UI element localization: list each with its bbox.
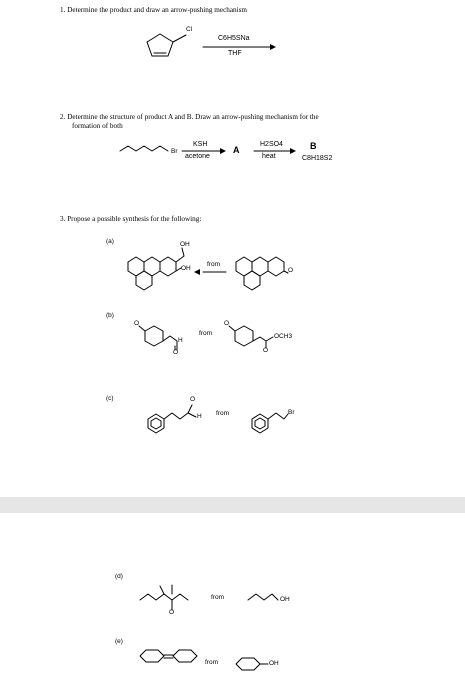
q3-text [60,215,201,224]
q1-number: 1. [60,6,66,14]
part-c-label: (c) [106,395,114,402]
q2-reagent2-below: heat [262,153,276,160]
q2-product-b: B [310,141,317,151]
q1-atom-chlorine: Cl [186,26,193,33]
part-a-starting-material [236,257,288,290]
part-b-atom-o-4: O [263,347,269,354]
q2-atom-bromine: Br [171,148,178,155]
q2-text [60,113,319,131]
part-c-starting-material [252,413,288,433]
part-e-starting-material [236,658,268,670]
part-b-target [139,326,177,350]
part-d-from: from [211,594,224,601]
part-a-atom-oh-2: OH [181,265,191,272]
part-e-target [140,650,197,662]
q1-reagent-above: C6H5SNa [218,35,250,42]
part-a-label: (a) [106,238,114,245]
part-d-atom-oh: OH [280,596,290,603]
part-c-atom-o: O [190,396,196,403]
part-a-atom-oh-1: OH [180,241,190,248]
part-a-target [128,248,184,290]
q2-product-b-formula: C8H18S2 [302,155,333,162]
part-b-atom-o-1: O [134,320,140,327]
part-b-label: (b) [106,312,114,319]
part-c-atom-br: Br [288,409,295,416]
part-b-atom-o-2: O [173,349,179,356]
part-c-atom-h: H [197,413,202,420]
part-b-atom-h: H [178,337,183,344]
part-d-target [140,585,188,610]
part-d-atom-o: O [169,609,175,616]
part-e-label: (e) [115,638,123,645]
q2-number: 2. [60,113,66,121]
q1-cyclopentene-structure [147,34,186,56]
q2-bromide-chain [120,146,168,151]
q2-reagent1-below: acetone [185,153,210,160]
q3-statement: Propose a possible synthesis for the following: [67,215,202,223]
q2-statement-line1: Determine the structure of product A and B. Draw an arrow-pushing mechanism for the [67,113,319,121]
part-a-reaction-arrow [194,269,226,275]
part-a-atom-o: O [288,267,294,274]
q2-reagent1-above: KSH [193,141,208,148]
section-divider [0,497,465,513]
q1-statement: Determine the product and draw an arrow-pushing mechanism [67,6,248,14]
part-d-label: (d) [115,573,123,580]
part-b-starting-material [229,326,273,348]
part-b-atom-o-3: O [224,320,230,327]
part-e-from: from [205,659,218,666]
part-c-from: from [216,410,229,417]
part-a-from: from [207,261,220,268]
part-b-atom-och3: OCH3 [274,333,293,340]
q3-number: 3. [60,215,66,223]
q2-reagent2-above: H2SO4 [260,141,283,148]
part-b-from: from [199,330,212,337]
part-c-target [148,405,196,433]
part-d-starting-material [248,594,278,600]
part-e-atom-oh: OH [269,660,279,667]
q2-statement-line2: formation of both [72,122,123,130]
q2-product-a: A [233,145,240,155]
q1-reagent-below: THF [228,50,242,57]
